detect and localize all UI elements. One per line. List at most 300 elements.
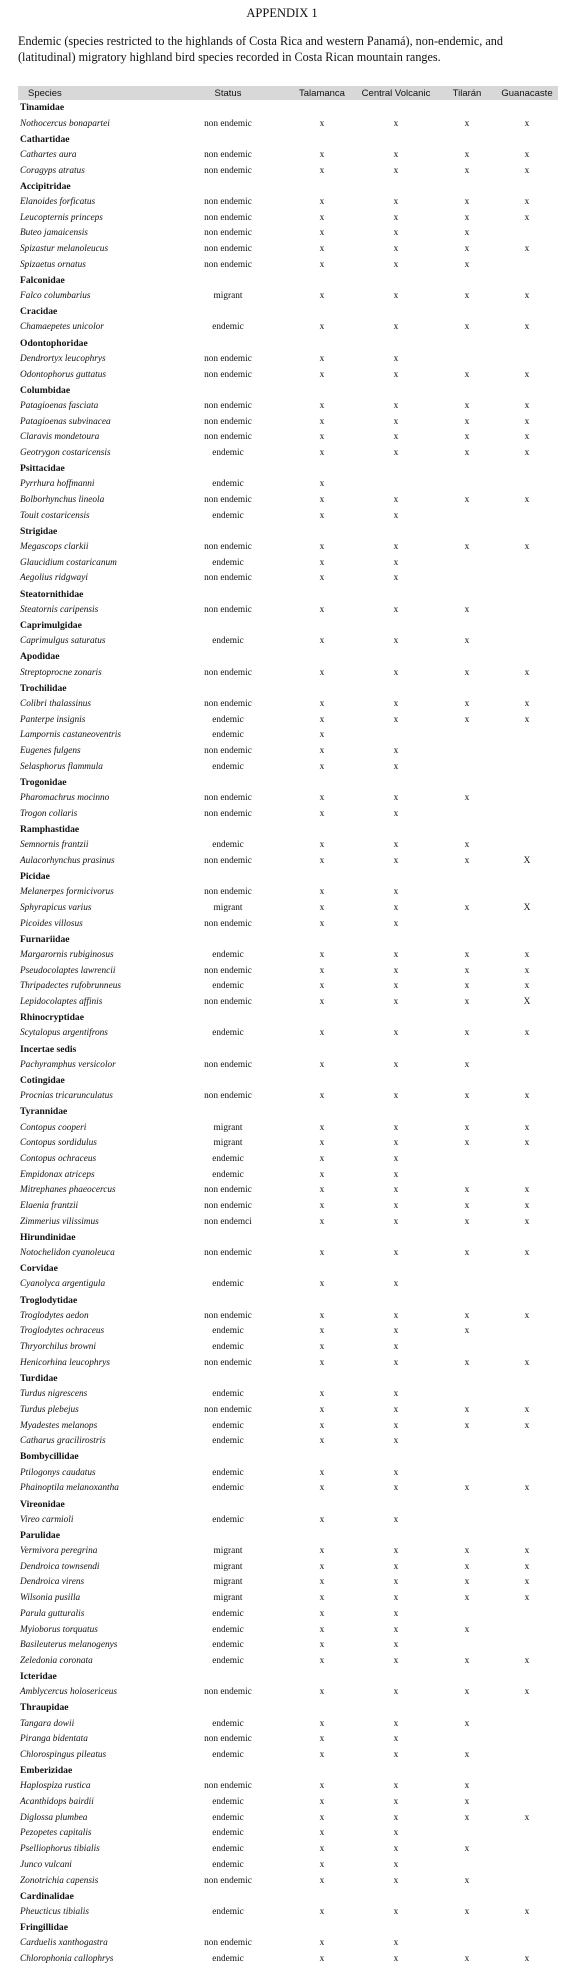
presence-mark-guanacaste: [496, 759, 558, 775]
column-header-central-volcanic: Central Volcanic: [354, 86, 438, 100]
presence-mark-tilaran: x: [464, 1718, 470, 1729]
presence-mark-tilaran: [438, 351, 496, 367]
species-row: [18, 1951, 558, 1967]
species-row: [18, 979, 558, 995]
presence-mark-talamanca: x: [319, 1750, 325, 1761]
presence-mark-central-volcanic: x: [393, 1310, 399, 1321]
species-name: Buteo jamaicensis: [20, 228, 88, 239]
species-status: non endemic: [204, 1781, 252, 1792]
species-row: [18, 1245, 558, 1261]
presence-mark-guanacaste: x: [524, 1483, 530, 1494]
species-row: [18, 806, 558, 822]
species-row: [18, 288, 558, 304]
species-row: [18, 555, 558, 571]
presence-mark-talamanca: x: [319, 1248, 325, 1259]
species-row: [18, 1732, 558, 1748]
presence-mark-guanacaste: X: [523, 855, 531, 866]
family-name: Falconidae: [20, 274, 65, 286]
presence-mark-talamanca: x: [319, 416, 325, 427]
presence-mark-central-volcanic: x: [393, 432, 399, 443]
family-row: [18, 1449, 558, 1465]
presence-mark-tilaran: x: [464, 1200, 470, 1211]
presence-mark-central-volcanic: x: [393, 259, 399, 270]
species-row: [18, 351, 558, 367]
presence-mark-talamanca: x: [319, 1420, 325, 1431]
species-name: Nothocercus bonapartei: [20, 118, 110, 129]
presence-mark-talamanca: x: [319, 667, 325, 678]
species-status: non endemic: [204, 1687, 252, 1698]
presence-mark-guanacaste: [496, 1747, 558, 1763]
presence-mark-guanacaste: [496, 1732, 558, 1748]
presence-mark-guanacaste: [496, 1339, 558, 1355]
presence-mark-talamanca: x: [319, 1561, 325, 1572]
presence-mark-tilaran: [438, 916, 496, 932]
species-name: Phainoptila melanoxantha: [20, 1483, 119, 1494]
family-row: [18, 931, 558, 947]
species-status: non endemic: [204, 573, 252, 584]
species-status: non endemic: [204, 1938, 252, 1949]
presence-mark-tilaran: x: [464, 1593, 470, 1604]
presence-mark-central-volcanic: x: [393, 510, 399, 521]
species-status: non endemic: [204, 808, 252, 819]
family-row: [18, 775, 558, 791]
family-name: Apodidae: [20, 651, 60, 663]
species-status: endemic: [212, 1467, 244, 1478]
presence-mark-tilaran: x: [464, 1844, 470, 1855]
species-name: Trogon collaris: [20, 808, 78, 819]
presence-mark-tilaran: x: [464, 1091, 470, 1102]
presence-mark-central-volcanic: x: [393, 604, 399, 615]
presence-mark-guanacaste: [496, 1826, 558, 1842]
presence-mark-tilaran: x: [464, 636, 470, 647]
presence-mark-talamanca: x: [319, 244, 325, 255]
presence-mark-guanacaste: x: [524, 1953, 530, 1964]
family-name: Columbidae: [20, 384, 71, 396]
presence-mark-tilaran: x: [464, 118, 470, 129]
species-name: Scytalopus argentifrons: [20, 1028, 108, 1039]
species-status: non endemic: [204, 1310, 252, 1321]
presence-mark-central-volcanic: x: [393, 1640, 399, 1651]
species-status: migrant: [213, 1546, 243, 1557]
presence-mark-tilaran: [438, 1637, 496, 1653]
presence-mark-talamanca: x: [319, 510, 325, 521]
species-name: Henicorhina leucophrys: [20, 1357, 110, 1368]
species-status: non endemic: [204, 667, 252, 678]
species-name: Ptilogonys caudatus: [20, 1467, 96, 1478]
presence-mark-central-volcanic: x: [393, 1797, 399, 1808]
family-name: Accipitridae: [20, 180, 71, 192]
presence-mark-tilaran: x: [464, 1420, 470, 1431]
species-name: Selasphorus flammula: [20, 761, 103, 772]
presence-mark-talamanca: x: [319, 228, 325, 239]
presence-mark-guanacaste: x: [524, 212, 530, 223]
species-status: non endemic: [204, 1091, 252, 1102]
presence-mark-tilaran: [438, 1167, 496, 1183]
presence-mark-tilaran: x: [464, 1781, 470, 1792]
presence-mark-central-volcanic: x: [393, 1655, 399, 1666]
species-status: non endemic: [204, 259, 252, 270]
species-status: endemic: [212, 447, 244, 458]
species-row: [18, 853, 558, 869]
species-row: [18, 320, 558, 336]
species-name: Turdus plebejus: [20, 1404, 79, 1415]
presence-mark-central-volcanic: x: [393, 1608, 399, 1619]
presence-mark-guanacaste: [496, 1935, 558, 1951]
species-status: endemic: [212, 1514, 244, 1525]
presence-mark-tilaran: x: [464, 432, 470, 443]
presence-mark-guanacaste: x: [524, 1420, 530, 1431]
presence-mark-central-volcanic: x: [393, 1185, 399, 1196]
presence-mark-talamanca: x: [319, 369, 325, 380]
presence-mark-central-volcanic: x: [393, 447, 399, 458]
species-name: Panterpe insignis: [20, 714, 86, 725]
species-status: endemic: [212, 322, 244, 333]
species-status: non endemic: [204, 1875, 252, 1886]
presence-mark-talamanca: x: [319, 887, 325, 898]
species-name: Pezopetes capitalis: [20, 1828, 92, 1839]
species-row: [18, 1418, 558, 1434]
species-status: endemic: [212, 1718, 244, 1729]
presence-mark-talamanca: x: [319, 259, 325, 270]
presence-mark-guanacaste: [496, 1151, 558, 1167]
family-row: [18, 382, 558, 398]
presence-mark-tilaran: [438, 1606, 496, 1622]
presence-mark-talamanca: x: [319, 1938, 325, 1949]
presence-mark-guanacaste: x: [524, 1593, 530, 1604]
species-row: [18, 1857, 558, 1873]
family-name: Turdidae: [20, 1373, 58, 1385]
species-status: endemic: [212, 1859, 244, 1870]
species-name: Patagioenas fasciata: [20, 400, 99, 411]
presence-mark-guanacaste: x: [524, 542, 530, 553]
species-status: migrant: [213, 1593, 243, 1604]
presence-mark-guanacaste: [496, 477, 558, 493]
species-status: non endemic: [204, 965, 252, 976]
presence-mark-central-volcanic: x: [393, 1938, 399, 1949]
presence-mark-talamanca: x: [319, 698, 325, 709]
species-row: [18, 602, 558, 618]
species-row: [18, 1324, 558, 1340]
family-row: [18, 1073, 558, 1089]
presence-mark-tilaran: [438, 743, 496, 759]
species-name: Semnornis frantzii: [20, 840, 89, 851]
species-name: Geotrygon costaricensis: [20, 447, 111, 458]
presence-mark-central-volcanic: x: [393, 1875, 399, 1886]
species-name: Turdus nigrescens: [20, 1389, 88, 1400]
presence-mark-central-volcanic: x: [393, 1624, 399, 1635]
species-name: Falco columbarius: [20, 291, 91, 302]
presence-mark-talamanca: x: [319, 1577, 325, 1588]
species-name: Elanoides forficatus: [20, 196, 96, 207]
family-name: Cotingidae: [20, 1074, 65, 1086]
presence-mark-central-volcanic: x: [393, 1436, 399, 1447]
species-status: non endemic: [204, 698, 252, 709]
family-name: Bombycillidae: [20, 1451, 79, 1463]
species-name: Bolborhynchus lineola: [20, 495, 105, 506]
species-name: Chlorophonia callophrys: [20, 1953, 114, 1964]
species-name: Junco vulcani: [20, 1859, 72, 1870]
species-name: Contopus ochraceus: [20, 1153, 97, 1164]
presence-mark-central-volcanic: x: [393, 1483, 399, 1494]
species-row: [18, 947, 558, 963]
species-row: [18, 429, 558, 445]
presence-mark-tilaran: x: [464, 1404, 470, 1415]
presence-mark-talamanca: x: [319, 432, 325, 443]
presence-mark-central-volcanic: x: [393, 855, 399, 866]
species-row: [18, 1873, 558, 1889]
presence-mark-talamanca: x: [319, 855, 325, 866]
species-status: endemic: [212, 557, 244, 568]
presence-mark-central-volcanic: x: [393, 1169, 399, 1180]
column-header-species: Species: [18, 86, 166, 100]
species-name: Tangara dowii: [20, 1718, 75, 1729]
species-status: migrant: [213, 1561, 243, 1572]
presence-mark-tilaran: x: [464, 1185, 470, 1196]
presence-mark-tilaran: x: [464, 1953, 470, 1964]
presence-mark-talamanca: x: [319, 1859, 325, 1870]
presence-mark-guanacaste: x: [524, 322, 530, 333]
species-status: endemic: [212, 1436, 244, 1447]
species-status: non endemic: [204, 228, 252, 239]
species-name: Sphyrapicus varius: [20, 902, 92, 913]
presence-mark-talamanca: x: [319, 793, 325, 804]
presence-mark-tilaran: [438, 555, 496, 571]
presence-mark-guanacaste: x: [524, 291, 530, 302]
species-row: [18, 1433, 558, 1449]
presence-mark-guanacaste: x: [524, 981, 530, 992]
species-name: Cathartes aura: [20, 149, 77, 160]
presence-mark-central-volcanic: x: [393, 369, 399, 380]
species-status: migrant: [213, 1138, 243, 1149]
presence-mark-tilaran: [438, 1433, 496, 1449]
presence-mark-central-volcanic: x: [393, 1357, 399, 1368]
column-header-tilaran: Tilarán: [438, 86, 496, 100]
family-row: [18, 131, 558, 147]
species-row: [18, 539, 558, 555]
presence-mark-tilaran: x: [464, 165, 470, 176]
species-name: Myadestes melanops: [20, 1420, 98, 1431]
presence-mark-talamanca: x: [319, 1326, 325, 1337]
presence-mark-tilaran: [438, 1732, 496, 1748]
presence-mark-guanacaste: x: [524, 118, 530, 129]
species-name: Glaucidium costaricanum: [20, 557, 117, 568]
presence-mark-central-volcanic: x: [393, 542, 399, 553]
presence-mark-central-volcanic: x: [393, 997, 399, 1008]
presence-mark-central-volcanic: x: [393, 1906, 399, 1917]
species-row: [18, 1481, 558, 1497]
species-name: Pachyramphus versicolor: [20, 1059, 116, 1070]
species-table: [18, 86, 558, 1967]
family-row: [18, 1010, 558, 1026]
family-row: [18, 1669, 558, 1685]
presence-mark-tilaran: x: [464, 1326, 470, 1337]
species-name: Lepidocolaptes affinis: [20, 997, 103, 1008]
presence-mark-talamanca: x: [319, 902, 325, 913]
species-name: Piranga bidentata: [20, 1734, 88, 1745]
presence-mark-tilaran: x: [464, 291, 470, 302]
presence-mark-tilaran: x: [464, 1122, 470, 1133]
presence-mark-talamanca: x: [319, 1389, 325, 1400]
species-row: [18, 398, 558, 414]
presence-mark-talamanca: x: [319, 1812, 325, 1823]
family-name: Incertae sedis: [20, 1043, 77, 1055]
family-name: Tyrannidae: [20, 1106, 68, 1118]
presence-mark-talamanca: x: [319, 1624, 325, 1635]
species-name: Cyanolyca argentigula: [20, 1279, 106, 1290]
species-name: Eugenes fulgens: [20, 746, 81, 757]
presence-mark-central-volcanic: x: [393, 1546, 399, 1557]
presence-mark-central-volcanic: x: [393, 1138, 399, 1149]
presence-mark-guanacaste: x: [524, 432, 530, 443]
family-name: Vireonidae: [20, 1498, 65, 1510]
species-name: Basileuterus melanogenys: [20, 1640, 118, 1651]
presence-mark-guanacaste: x: [524, 667, 530, 678]
presence-mark-central-volcanic: x: [393, 1153, 399, 1164]
presence-mark-guanacaste: x: [524, 196, 530, 207]
presence-mark-tilaran: [438, 1339, 496, 1355]
presence-mark-tilaran: x: [464, 1906, 470, 1917]
presence-mark-central-volcanic: x: [393, 1389, 399, 1400]
presence-mark-central-volcanic: x: [393, 291, 399, 302]
species-status: endemic: [212, 1608, 244, 1619]
presence-mark-central-volcanic: x: [393, 918, 399, 929]
presence-mark-central-volcanic: x: [393, 887, 399, 898]
presence-mark-talamanca: x: [319, 447, 325, 458]
presence-mark-guanacaste: [496, 1622, 558, 1638]
family-name: Emberizidae: [20, 1765, 73, 1777]
presence-mark-talamanca: x: [319, 165, 325, 176]
presence-mark-tilaran: x: [464, 244, 470, 255]
presence-mark-tilaran: x: [464, 212, 470, 223]
presence-mark-tilaran: [438, 508, 496, 524]
presence-mark-central-volcanic: x: [393, 1577, 399, 1588]
presence-mark-talamanca: x: [319, 212, 325, 223]
species-row: [18, 1622, 558, 1638]
presence-mark-central-volcanic: x: [393, 557, 399, 568]
species-row: [18, 492, 558, 508]
presence-mark-guanacaste: [496, 1324, 558, 1340]
presence-mark-talamanca: x: [319, 1153, 325, 1164]
table-header-row: [18, 86, 558, 100]
presence-mark-tilaran: [438, 884, 496, 900]
species-row: [18, 665, 558, 681]
presence-mark-tilaran: [438, 728, 496, 744]
presence-mark-central-volcanic: x: [393, 1122, 399, 1133]
presence-mark-tilaran: [438, 477, 496, 493]
family-name: Picidae: [20, 871, 50, 883]
presence-mark-talamanca: x: [319, 1028, 325, 1039]
presence-mark-tilaran: x: [464, 714, 470, 725]
presence-mark-guanacaste: x: [524, 1185, 530, 1196]
presence-mark-central-volcanic: x: [393, 400, 399, 411]
presence-mark-central-volcanic: x: [393, 1718, 399, 1729]
presence-mark-talamanca: x: [319, 353, 325, 364]
presence-mark-guanacaste: x: [524, 714, 530, 725]
presence-mark-guanacaste: X: [523, 902, 531, 913]
species-name: Aegolius ridgwayi: [20, 573, 88, 584]
species-name: Lampornis castaneoventris: [20, 730, 121, 741]
species-row: [18, 1167, 558, 1183]
presence-mark-guanacaste: x: [524, 495, 530, 506]
species-status: non endemic: [204, 997, 252, 1008]
species-status: endemic: [212, 1483, 244, 1494]
species-row: [18, 477, 558, 493]
presence-mark-central-volcanic: x: [393, 1200, 399, 1211]
species-status: migrant: [213, 291, 243, 302]
species-name: Leucopternis princeps: [20, 212, 103, 223]
species-status: endemic: [212, 1420, 244, 1431]
species-row: [18, 1308, 558, 1324]
species-name: Pyrrhura hoffmanni: [20, 479, 95, 490]
species-status: non endemic: [204, 542, 252, 553]
presence-mark-talamanca: x: [319, 149, 325, 160]
species-status: endemic: [212, 714, 244, 725]
species-row: [18, 1935, 558, 1951]
presence-mark-talamanca: x: [319, 1342, 325, 1353]
family-name: Strigidae: [20, 525, 58, 537]
presence-mark-guanacaste: [496, 916, 558, 932]
species-name: Picoides villosus: [20, 918, 83, 929]
presence-mark-guanacaste: [496, 1512, 558, 1528]
family-name: Trochilidae: [20, 682, 67, 694]
presence-mark-tilaran: x: [464, 855, 470, 866]
species-name: Myioborus torquatus: [20, 1624, 98, 1635]
species-name: Troglodytes ochraceus: [20, 1326, 105, 1337]
presence-mark-talamanca: x: [319, 542, 325, 553]
presence-mark-central-volcanic: x: [393, 636, 399, 647]
species-status: endemic: [212, 840, 244, 851]
species-status: non endemic: [204, 416, 252, 427]
presence-mark-central-volcanic: x: [393, 1091, 399, 1102]
species-status: endemic: [212, 761, 244, 772]
presence-mark-central-volcanic: x: [393, 1750, 399, 1761]
species-status: non endemic: [204, 495, 252, 506]
species-status: non endemic: [204, 1185, 252, 1196]
presence-mark-tilaran: x: [464, 1248, 470, 1259]
species-status: endemic: [212, 1326, 244, 1337]
species-row: [18, 884, 558, 900]
family-name: Ramphastidae: [20, 823, 80, 835]
species-name: Zimmerius vilissimus: [20, 1216, 99, 1227]
species-row: [18, 1637, 558, 1653]
species-row: [18, 1151, 558, 1167]
presence-mark-guanacaste: [496, 1779, 558, 1795]
presence-mark-talamanca: x: [319, 1185, 325, 1196]
species-name: Notochelidon cyanoleuca: [20, 1248, 115, 1259]
species-status: non endemic: [204, 1734, 252, 1745]
species-row: [18, 414, 558, 430]
species-status: migrant: [213, 1122, 243, 1133]
species-name: Procnias tricarunculatus: [20, 1091, 113, 1102]
presence-mark-tilaran: [438, 759, 496, 775]
species-status: endemic: [212, 1655, 244, 1666]
presence-mark-guanacaste: [496, 1386, 558, 1402]
presence-mark-talamanca: x: [319, 604, 325, 615]
presence-mark-talamanca: x: [319, 636, 325, 647]
species-status: non endemic: [204, 1357, 252, 1368]
species-status: non endemic: [204, 1404, 252, 1415]
presence-mark-central-volcanic: x: [393, 353, 399, 364]
species-name: Elaenia frantzii: [20, 1200, 79, 1211]
species-row: [18, 633, 558, 649]
presence-mark-central-volcanic: x: [393, 1687, 399, 1698]
presence-mark-guanacaste: [496, 728, 558, 744]
family-name: Troglodytidae: [20, 1294, 78, 1306]
presence-mark-guanacaste: [496, 1841, 558, 1857]
species-row: [18, 1810, 558, 1826]
species-name: Patagioenas subvinacea: [20, 416, 111, 427]
family-row: [18, 1763, 558, 1779]
